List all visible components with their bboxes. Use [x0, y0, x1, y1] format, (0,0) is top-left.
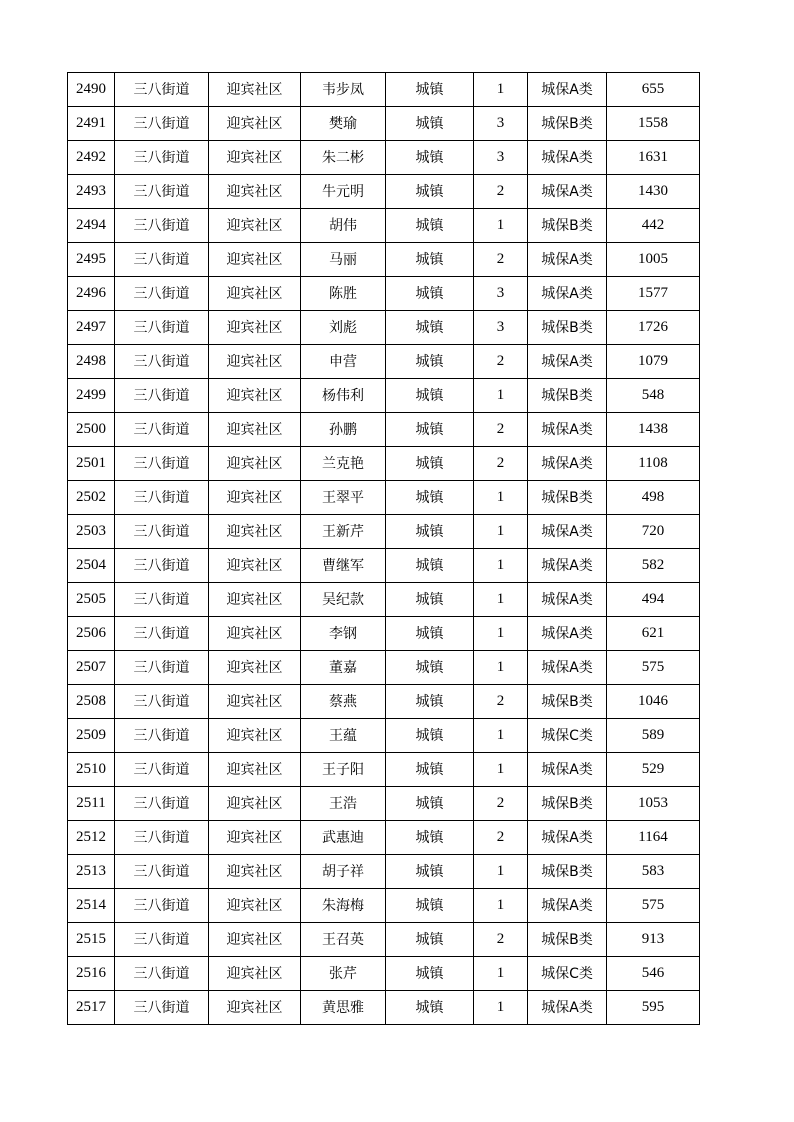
cell-street: 三八街道 [115, 141, 209, 175]
table-row [68, 651, 700, 685]
cell-street: 三八街道 [115, 719, 209, 753]
table-row [68, 345, 700, 379]
cell-amount: 494 [607, 583, 700, 617]
cell-amount: 575 [607, 889, 700, 923]
cell-street: 三八街道 [115, 583, 209, 617]
table-row [68, 685, 700, 719]
cell-category: 城保A类 [528, 413, 607, 447]
cell-amount: 595 [607, 991, 700, 1025]
cell-amount: 546 [607, 957, 700, 991]
cell-area: 城镇 [386, 685, 474, 719]
table-row [68, 243, 700, 277]
cell-persons: 1 [474, 889, 528, 923]
cell-persons: 2 [474, 413, 528, 447]
cell-community: 迎宾社区 [209, 413, 301, 447]
table-row [68, 73, 700, 107]
cell-street: 三八街道 [115, 991, 209, 1025]
cell-street: 三八街道 [115, 277, 209, 311]
cell-community: 迎宾社区 [209, 923, 301, 957]
cell-street: 三八街道 [115, 175, 209, 209]
cell-community: 迎宾社区 [209, 73, 301, 107]
cell-category: 城保C类 [528, 719, 607, 753]
table-row [68, 175, 700, 209]
cell-name: 曹继军 [301, 549, 386, 583]
cell-id: 2502 [68, 481, 115, 515]
cell-name: 王浩 [301, 787, 386, 821]
cell-category: 城保A类 [528, 175, 607, 209]
cell-amount: 1164 [607, 821, 700, 855]
cell-persons: 1 [474, 379, 528, 413]
cell-area: 城镇 [386, 991, 474, 1025]
cell-amount: 1053 [607, 787, 700, 821]
cell-amount: 583 [607, 855, 700, 889]
cell-category: 城保B类 [528, 379, 607, 413]
cell-amount: 1079 [607, 345, 700, 379]
cell-id: 2492 [68, 141, 115, 175]
cell-amount: 442 [607, 209, 700, 243]
cell-category: 城保B类 [528, 209, 607, 243]
cell-community: 迎宾社区 [209, 379, 301, 413]
cell-category: 城保B类 [528, 923, 607, 957]
cell-persons: 1 [474, 957, 528, 991]
cell-name: 胡子祥 [301, 855, 386, 889]
cell-street: 三八街道 [115, 821, 209, 855]
cell-amount: 498 [607, 481, 700, 515]
cell-category: 城保A类 [528, 277, 607, 311]
cell-name: 杨伟利 [301, 379, 386, 413]
table-row [68, 379, 700, 413]
table-row [68, 481, 700, 515]
cell-community: 迎宾社区 [209, 889, 301, 923]
table-row [68, 889, 700, 923]
cell-street: 三八街道 [115, 243, 209, 277]
cell-amount: 720 [607, 515, 700, 549]
cell-street: 三八街道 [115, 923, 209, 957]
table-row [68, 277, 700, 311]
cell-amount: 575 [607, 651, 700, 685]
cell-area: 城镇 [386, 719, 474, 753]
cell-amount: 589 [607, 719, 700, 753]
cell-persons: 2 [474, 345, 528, 379]
cell-category: 城保A类 [528, 141, 607, 175]
cell-category: 城保A类 [528, 651, 607, 685]
cell-community: 迎宾社区 [209, 345, 301, 379]
cell-id: 2498 [68, 345, 115, 379]
cell-name: 樊瑜 [301, 107, 386, 141]
cell-persons: 1 [474, 719, 528, 753]
cell-area: 城镇 [386, 277, 474, 311]
cell-amount: 1005 [607, 243, 700, 277]
table-row [68, 855, 700, 889]
cell-area: 城镇 [386, 821, 474, 855]
cell-id: 2506 [68, 617, 115, 651]
cell-category: 城保C类 [528, 957, 607, 991]
cell-persons: 2 [474, 821, 528, 855]
cell-id: 2493 [68, 175, 115, 209]
cell-street: 三八街道 [115, 515, 209, 549]
cell-category: 城保B类 [528, 107, 607, 141]
cell-community: 迎宾社区 [209, 311, 301, 345]
cell-id: 2496 [68, 277, 115, 311]
cell-id: 2503 [68, 515, 115, 549]
cell-persons: 2 [474, 447, 528, 481]
cell-id: 2494 [68, 209, 115, 243]
cell-area: 城镇 [386, 787, 474, 821]
cell-category: 城保A类 [528, 447, 607, 481]
cell-area: 城镇 [386, 957, 474, 991]
cell-id: 2495 [68, 243, 115, 277]
table-row [68, 107, 700, 141]
cell-id: 2508 [68, 685, 115, 719]
cell-persons: 1 [474, 481, 528, 515]
cell-area: 城镇 [386, 175, 474, 209]
cell-id: 2516 [68, 957, 115, 991]
table-row [68, 413, 700, 447]
cell-persons: 2 [474, 243, 528, 277]
cell-amount: 582 [607, 549, 700, 583]
cell-amount: 1558 [607, 107, 700, 141]
cell-id: 2514 [68, 889, 115, 923]
cell-name: 牛元明 [301, 175, 386, 209]
cell-name: 刘彪 [301, 311, 386, 345]
cell-id: 2509 [68, 719, 115, 753]
cell-street: 三八街道 [115, 209, 209, 243]
cell-area: 城镇 [386, 311, 474, 345]
cell-persons: 1 [474, 855, 528, 889]
cell-community: 迎宾社区 [209, 651, 301, 685]
cell-id: 2490 [68, 73, 115, 107]
cell-name: 朱二彬 [301, 141, 386, 175]
cell-community: 迎宾社区 [209, 957, 301, 991]
table-row [68, 549, 700, 583]
cell-community: 迎宾社区 [209, 719, 301, 753]
cell-category: 城保A类 [528, 753, 607, 787]
cell-area: 城镇 [386, 345, 474, 379]
cell-category: 城保B类 [528, 685, 607, 719]
cell-area: 城镇 [386, 209, 474, 243]
cell-amount: 1430 [607, 175, 700, 209]
cell-street: 三八街道 [115, 617, 209, 651]
cell-area: 城镇 [386, 923, 474, 957]
cell-community: 迎宾社区 [209, 175, 301, 209]
table-row [68, 447, 700, 481]
cell-id: 2511 [68, 787, 115, 821]
data-table [67, 72, 700, 1025]
cell-street: 三八街道 [115, 107, 209, 141]
cell-street: 三八街道 [115, 549, 209, 583]
cell-name: 董嘉 [301, 651, 386, 685]
cell-name: 陈胜 [301, 277, 386, 311]
cell-category: 城保A类 [528, 549, 607, 583]
cell-persons: 3 [474, 141, 528, 175]
cell-community: 迎宾社区 [209, 753, 301, 787]
cell-category: 城保A类 [528, 617, 607, 651]
cell-area: 城镇 [386, 447, 474, 481]
cell-name: 黄思雅 [301, 991, 386, 1025]
cell-name: 王新芹 [301, 515, 386, 549]
cell-area: 城镇 [386, 413, 474, 447]
cell-persons: 2 [474, 685, 528, 719]
cell-name: 胡伟 [301, 209, 386, 243]
cell-id: 2507 [68, 651, 115, 685]
cell-amount: 1726 [607, 311, 700, 345]
cell-persons: 3 [474, 311, 528, 345]
cell-persons: 1 [474, 209, 528, 243]
cell-category: 城保A类 [528, 991, 607, 1025]
cell-name: 张芹 [301, 957, 386, 991]
cell-area: 城镇 [386, 481, 474, 515]
cell-area: 城镇 [386, 583, 474, 617]
cell-id: 2504 [68, 549, 115, 583]
cell-name: 吴纪款 [301, 583, 386, 617]
cell-amount: 1046 [607, 685, 700, 719]
cell-amount: 1438 [607, 413, 700, 447]
cell-persons: 3 [474, 277, 528, 311]
cell-name: 武惠迪 [301, 821, 386, 855]
cell-persons: 1 [474, 991, 528, 1025]
table-row [68, 311, 700, 345]
cell-community: 迎宾社区 [209, 787, 301, 821]
cell-street: 三八街道 [115, 379, 209, 413]
cell-persons: 1 [474, 651, 528, 685]
table-row [68, 957, 700, 991]
cell-name: 李钢 [301, 617, 386, 651]
cell-street: 三八街道 [115, 73, 209, 107]
cell-name: 朱海梅 [301, 889, 386, 923]
cell-street: 三八街道 [115, 889, 209, 923]
cell-persons: 3 [474, 107, 528, 141]
cell-amount: 1631 [607, 141, 700, 175]
cell-community: 迎宾社区 [209, 515, 301, 549]
cell-street: 三八街道 [115, 685, 209, 719]
cell-area: 城镇 [386, 141, 474, 175]
cell-amount: 1577 [607, 277, 700, 311]
cell-name: 王召英 [301, 923, 386, 957]
cell-street: 三八街道 [115, 957, 209, 991]
cell-amount: 1108 [607, 447, 700, 481]
cell-name: 申营 [301, 345, 386, 379]
cell-community: 迎宾社区 [209, 617, 301, 651]
cell-id: 2497 [68, 311, 115, 345]
cell-id: 2515 [68, 923, 115, 957]
cell-street: 三八街道 [115, 787, 209, 821]
cell-amount: 621 [607, 617, 700, 651]
cell-area: 城镇 [386, 753, 474, 787]
cell-name: 王子阳 [301, 753, 386, 787]
cell-persons: 2 [474, 787, 528, 821]
cell-community: 迎宾社区 [209, 447, 301, 481]
cell-name: 王翠平 [301, 481, 386, 515]
cell-community: 迎宾社区 [209, 243, 301, 277]
cell-street: 三八街道 [115, 345, 209, 379]
cell-category: 城保A类 [528, 73, 607, 107]
cell-category: 城保A类 [528, 821, 607, 855]
cell-name: 兰克艳 [301, 447, 386, 481]
cell-name: 蔡燕 [301, 685, 386, 719]
cell-street: 三八街道 [115, 753, 209, 787]
cell-persons: 2 [474, 175, 528, 209]
table-row [68, 141, 700, 175]
cell-community: 迎宾社区 [209, 821, 301, 855]
cell-area: 城镇 [386, 855, 474, 889]
table-row [68, 923, 700, 957]
cell-community: 迎宾社区 [209, 209, 301, 243]
cell-area: 城镇 [386, 617, 474, 651]
cell-street: 三八街道 [115, 855, 209, 889]
cell-area: 城镇 [386, 889, 474, 923]
table-row [68, 209, 700, 243]
cell-persons: 1 [474, 515, 528, 549]
cell-amount: 655 [607, 73, 700, 107]
cell-community: 迎宾社区 [209, 141, 301, 175]
cell-name: 马丽 [301, 243, 386, 277]
table-row [68, 617, 700, 651]
table-row [68, 753, 700, 787]
cell-persons: 1 [474, 583, 528, 617]
cell-category: 城保A类 [528, 889, 607, 923]
cell-street: 三八街道 [115, 651, 209, 685]
cell-area: 城镇 [386, 549, 474, 583]
cell-area: 城镇 [386, 379, 474, 413]
cell-name: 孙鹏 [301, 413, 386, 447]
cell-id: 2513 [68, 855, 115, 889]
cell-community: 迎宾社区 [209, 107, 301, 141]
cell-community: 迎宾社区 [209, 549, 301, 583]
cell-category: 城保A类 [528, 515, 607, 549]
cell-id: 2500 [68, 413, 115, 447]
cell-id: 2499 [68, 379, 115, 413]
cell-amount: 548 [607, 379, 700, 413]
cell-category: 城保A类 [528, 345, 607, 379]
cell-persons: 1 [474, 617, 528, 651]
cell-community: 迎宾社区 [209, 481, 301, 515]
cell-category: 城保B类 [528, 855, 607, 889]
cell-area: 城镇 [386, 651, 474, 685]
cell-street: 三八街道 [115, 413, 209, 447]
cell-area: 城镇 [386, 515, 474, 549]
cell-category: 城保B类 [528, 311, 607, 345]
cell-category: 城保A类 [528, 583, 607, 617]
cell-category: 城保B类 [528, 481, 607, 515]
cell-category: 城保A类 [528, 243, 607, 277]
cell-amount: 529 [607, 753, 700, 787]
cell-id: 2491 [68, 107, 115, 141]
cell-category: 城保B类 [528, 787, 607, 821]
cell-id: 2501 [68, 447, 115, 481]
table-row [68, 719, 700, 753]
cell-community: 迎宾社区 [209, 277, 301, 311]
cell-id: 2512 [68, 821, 115, 855]
cell-street: 三八街道 [115, 311, 209, 345]
cell-area: 城镇 [386, 243, 474, 277]
cell-community: 迎宾社区 [209, 991, 301, 1025]
cell-id: 2510 [68, 753, 115, 787]
cell-community: 迎宾社区 [209, 685, 301, 719]
table-body [68, 73, 700, 1025]
cell-community: 迎宾社区 [209, 855, 301, 889]
cell-persons: 2 [474, 923, 528, 957]
table-row [68, 515, 700, 549]
cell-street: 三八街道 [115, 447, 209, 481]
table-row [68, 991, 700, 1025]
table-row [68, 787, 700, 821]
cell-name: 韦步凤 [301, 73, 386, 107]
cell-street: 三八街道 [115, 481, 209, 515]
cell-persons: 1 [474, 549, 528, 583]
cell-amount: 913 [607, 923, 700, 957]
cell-area: 城镇 [386, 73, 474, 107]
cell-id: 2505 [68, 583, 115, 617]
cell-persons: 1 [474, 753, 528, 787]
cell-area: 城镇 [386, 107, 474, 141]
cell-name: 王蕴 [301, 719, 386, 753]
cell-id: 2517 [68, 991, 115, 1025]
cell-community: 迎宾社区 [209, 583, 301, 617]
cell-persons: 1 [474, 73, 528, 107]
table-row [68, 583, 700, 617]
table-row [68, 821, 700, 855]
